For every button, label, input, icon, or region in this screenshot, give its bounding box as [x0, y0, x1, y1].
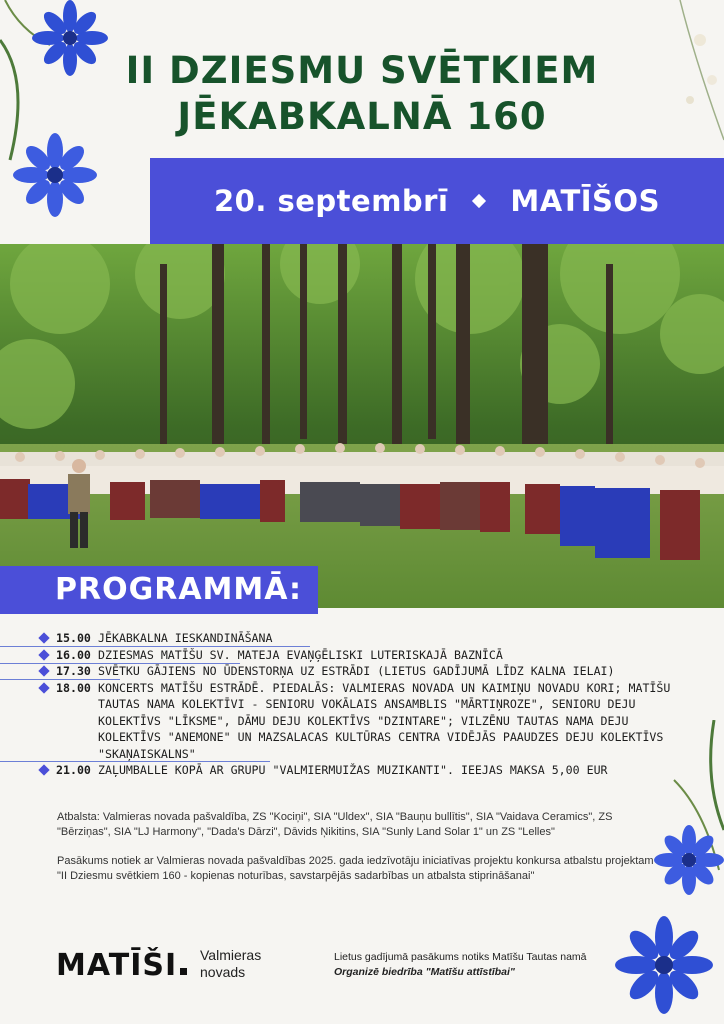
bullet-diamond-icon — [38, 682, 49, 693]
choir-photo — [0, 244, 724, 608]
schedule-item — [38, 680, 678, 763]
schedule-time: 17.30 — [56, 664, 91, 678]
region-line-2: novads — [200, 964, 246, 980]
schedule-description: ZAĻUMBALLE KOPĀ AR GRUPU "VALMIERMUIŽAS MUZIKANTI". IEEJAS MAKSA 5,00 EUR — [98, 763, 608, 777]
schedule-item — [38, 630, 678, 647]
page-title — [0, 48, 724, 140]
matisi-logo — [56, 948, 187, 983]
schedule-time: 21.00 — [56, 763, 91, 777]
region-line-1: Valmieras — [200, 947, 262, 963]
organizer-note: Organizē biedrība "Matīšu attīstībai" — [334, 966, 515, 978]
bullet-diamond-icon — [38, 632, 49, 643]
title-line-2: JĒKABKALNĀ 160 — [177, 95, 547, 138]
footer-note — [334, 950, 587, 980]
bullet-diamond-icon — [38, 649, 49, 660]
rain-note: Lietus gadījumā pasākums notiks Matīšu Tautas namā — [334, 951, 587, 963]
schedule-description: SVĒTKU GĀJIENS NO ŪDENSTORŅA UZ ESTRĀDI (LIETUS GADĪJUMĀ LĪDZ KALNA IELAI) — [98, 664, 615, 678]
title-line-1: II DZIESMU SVĒTKIEM — [125, 49, 599, 92]
schedule-time: 18.00 — [56, 680, 91, 695]
schedule-description: JĒKABKALNA IESKANDINĀŠANA — [98, 631, 273, 645]
schedule-description: DZIESMAS MATĪŠU SV. MATEJA EVAŅĢĒLISKI LUTERISKAJĀ BAZNĪCĀ — [98, 647, 503, 662]
logo-dot — [180, 968, 187, 975]
schedule-item — [38, 663, 678, 680]
bullet-diamond-icon — [38, 665, 49, 676]
program-heading: PROGRAMMĀ: — [0, 566, 318, 614]
logo-text: MATĪŠI — [56, 948, 178, 983]
schedule-time: 15.00 — [56, 631, 91, 645]
schedule-description: KONCERTS MATĪŠU ESTRĀDĒ. PIEDALĀS: VALMIERAS NOVADA UN KAIMIŅU NOVADU KORI; MATĪŠU TAUTAS NAMA KOLEKTĪVI - SENIORU VOKĀLAIS ANSAMBLIS "MĀRTIŅROZE", SENIORU DEJU KOLEKTĪVS "LĪKSME", DĀMU DEJU KOLEKTĪVS "DZINTARE"; VILZĒNU TAUTAS NAMA DEJU KOLEKTĪVS "ANEMONE" UN MAZSALACAS KULTŪRAS CENTRA VIDĒJĀS PAAUDZES DEJU KOLEKTĪVS "SKAŅAISKALNS" — [98, 680, 671, 761]
event-place: MATĪŠOS — [510, 184, 660, 218]
project-funding-text: Pasākums notiek ar Valmieras novada pašvaldības 2025. gada iedzīvotāju iniciatīvas projektu konkursa atbalstu projektam "II Dziesmu svētkiem 160 - kopienas noturības, savstarpējās sadarbības un atbalsta stiprināšanai" — [57, 855, 654, 882]
region-name — [200, 947, 261, 981]
event-date: 20. septembrī — [214, 184, 449, 218]
bullet-diamond-icon — [38, 764, 49, 775]
sponsors-section — [57, 810, 657, 884]
schedule-item — [38, 762, 678, 779]
separator-diamond-icon — [472, 194, 486, 208]
sponsors-text: Atbalsta: Valmieras novada pašvaldība, ZS "Kociņi", SIA "Uldex", SIA "Bauņu bullītis", SIA "Vaidava Ceramics", ZS "Bērziņas", SIA "LJ Harmony", "Dada's Dārzi", Dāvids Ņikitins, SIA "Sunly Land Solar 1" un ZS "Lelles" — [57, 811, 613, 838]
date-place-banner — [150, 158, 724, 244]
schedule-item — [38, 647, 678, 664]
schedule-list — [38, 630, 678, 779]
schedule-time: 16.00 — [56, 647, 91, 662]
